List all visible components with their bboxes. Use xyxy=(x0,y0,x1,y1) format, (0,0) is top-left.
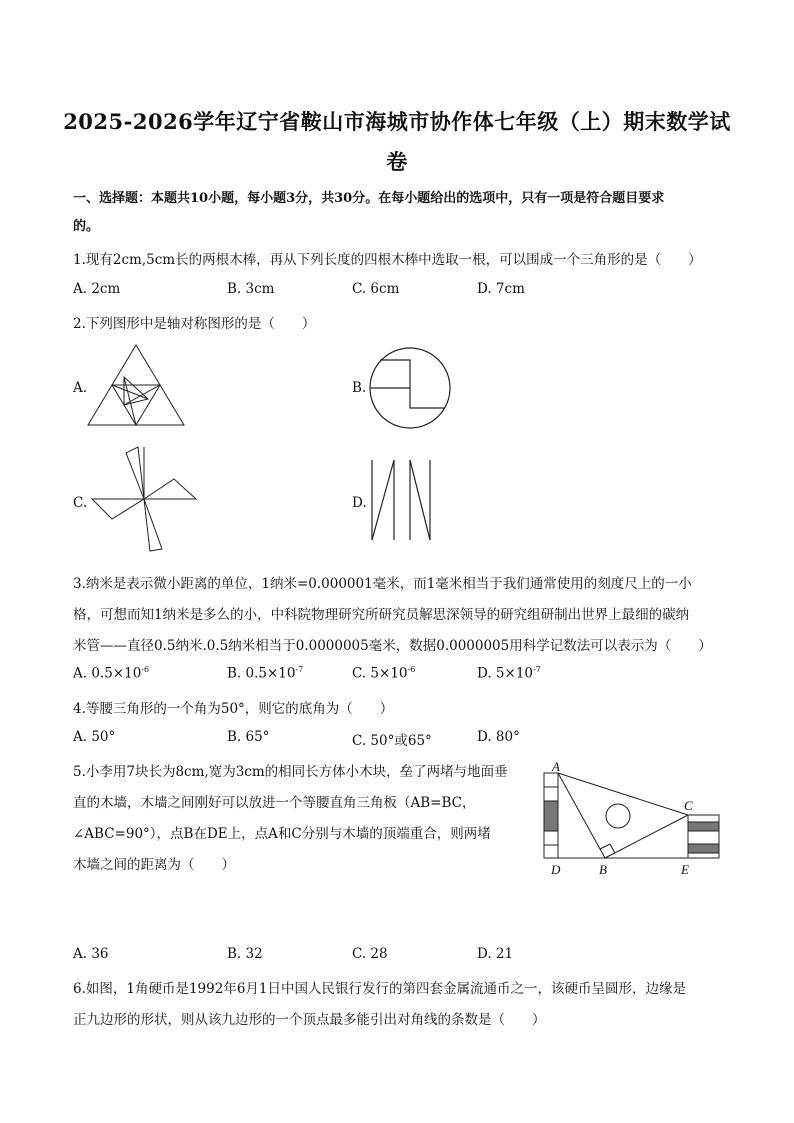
question-5-line2: 直的木墙，木墙之间刚好可以放进一个等腰直角三角板（AB=BC， xyxy=(73,795,476,811)
q2-figure-a xyxy=(86,343,186,427)
question-2-stem: 2.下列图形中是轴对称图形的是（ ） xyxy=(73,316,316,332)
question-1-stem: 1.现有2cm,5cm长的两根木棒，再从下列长度的四根木棒中选取一根，可以围成一个三角形的是（ ） xyxy=(73,252,702,268)
question-5-line1: 5.小李用7块长为8cm,宽为3cm的相同长方体小木块，垒了两堵与地面垂 xyxy=(73,764,508,780)
q3-option-d: D. $5\times 10^{-7}$ xyxy=(477,665,541,682)
q5-option-b: B. 32 xyxy=(227,946,263,962)
q1-option-a: A. 2cm xyxy=(73,281,121,297)
q5-label-e: E xyxy=(681,862,689,877)
q5-option-a: A. 36 xyxy=(73,946,109,962)
q3-option-a: A. $0.5\times 10^{-6}$ xyxy=(73,665,150,682)
question-6-line2: 正九边形的形状，则从该九边形的一个顶点最多能引出对角线的条数是（ ） xyxy=(73,1012,546,1028)
exam-title-continued: 卷 xyxy=(386,149,408,174)
section-heading-continued: 的。 xyxy=(73,219,100,234)
question-5-line3: ∠ABC=90°），点B在DE上，点A和C分别与木墙的顶端重合，则两堵 xyxy=(73,826,491,842)
q5-label-d: D xyxy=(551,862,561,877)
q5-label-b: B xyxy=(599,862,607,877)
q4-option-a: A. 50° xyxy=(73,729,116,745)
exam-title: 2025-2026学年辽宁省鞍山市海城市协作体七年级（上）期末数学试 xyxy=(63,109,731,134)
question-6-line1: 6.如图，1角硬币是1992年6月1日中国人民银行发行的第四套金属流通币之一，该硬币呈圆形，边缘是 xyxy=(73,981,687,997)
question-3-line1: 3.纳米是表示微小距离的单位，1纳米=0.000001毫米，而1毫米相当于我们通常使用的刻度尺上的一小 xyxy=(73,576,692,592)
q5-label-a: A xyxy=(552,760,560,774)
q2-label-b: B. xyxy=(352,380,367,396)
q1-option-d: D. 7cm xyxy=(477,281,525,297)
question-4-stem: 4.等腰三角形的一个角为50°，则它的底角为（ ） xyxy=(73,701,394,717)
q5-label-c: C xyxy=(684,798,693,813)
q2-figure-b xyxy=(368,346,452,430)
section-heading: 一、选择题：本题共10小题，每小题3分，共30分。在每小题给出的选项中，只有一项是符合题目要求 xyxy=(73,191,665,206)
q2-label-c: C. xyxy=(73,495,88,511)
q2-figure-d xyxy=(368,458,448,542)
q2-label-d: D. xyxy=(352,495,367,511)
question-3-line2: 格，可想而知1纳米是多么的小，中科院物理研究所研究员解思深领导的研究组研制出世界上最细的碳纳 xyxy=(73,607,690,623)
q4-option-d: D. 80° xyxy=(477,729,520,745)
q1-option-b: B. 3cm xyxy=(227,281,275,297)
q1-option-c: C. 6cm xyxy=(352,281,400,297)
q4-option-b: B. 65° xyxy=(227,729,270,745)
q2-label-a: A. xyxy=(73,380,88,396)
q5-option-d: D. 21 xyxy=(477,946,514,962)
q4-option-c: C. 50°或65° xyxy=(352,733,432,749)
q3-option-b: B. $0.5\times 10^{-7}$ xyxy=(227,665,304,682)
q5-wall-figure xyxy=(538,760,728,880)
q2-figure-c xyxy=(90,445,198,555)
q3-option-c: C. $5\times 10^{-6}$ xyxy=(352,665,416,682)
q5-option-c: C. 28 xyxy=(352,946,388,962)
question-5-line4: 木墙之间的距离为（ ） xyxy=(73,857,235,873)
question-3-line3: 米管——直径0.5纳米.0.5纳米相当于0.0000005毫米，数据0.0000005用科学记数法可以表示为（ ） xyxy=(73,638,712,654)
